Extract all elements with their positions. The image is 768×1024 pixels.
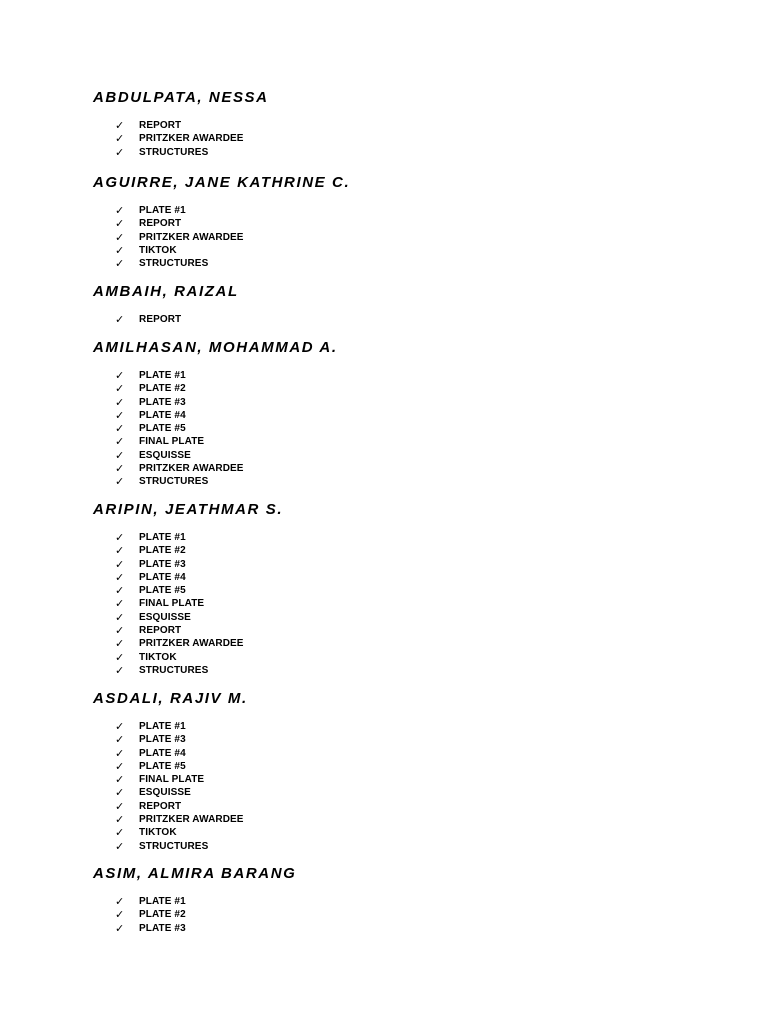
checkmark-icon: ✓ [115,921,125,935]
requirement-label: PLATE #5 [139,585,186,597]
requirement-label: PLATE #3 [139,558,186,570]
checkmark-icon: ✓ [115,531,125,544]
checkmark-icon: ✓ [115,895,125,908]
checkmark-icon: ✓ [115,395,125,409]
requirement-label: PLATE #4 [139,747,186,759]
requirement-label: REPORT [139,314,182,325]
requirement-label: PLATE #2 [139,909,186,921]
checkmark-icon: ✓ [115,313,125,326]
student-name: AMILHASAN, MOHAMMAD A. [93,339,338,356]
checkmark-icon: ✓ [115,475,125,489]
requirement-label: STRUCTURES [139,664,209,676]
checkmark-icon: ✓ [115,624,125,638]
student-section [93,89,269,159]
requirement-label: REPORT [139,218,182,230]
requirement-label: FINAL PLATE [139,436,205,448]
checkmark-icon: ✓ [115,408,125,422]
requirement-label: FINAL PLATE [139,598,205,610]
checkmark-icon: ✓ [115,557,125,571]
checkmark-icon: ✓ [115,422,125,436]
requirement-label: REPORT [139,800,182,812]
checkmark-icon: ✓ [115,746,125,760]
student-section [93,690,248,853]
student-name: ABDULPATA, NESSA [93,89,269,106]
requirement-label: PLATE #1 [139,370,186,381]
requirement-label: PRITZKER AWARDEE [139,814,244,826]
requirement-label: PLATE #2 [139,383,186,395]
checkmark-icon: ✓ [115,813,125,827]
student-section [93,339,338,489]
checkmark-icon: ✓ [115,230,125,244]
requirement-label: ESQUISSE [139,449,191,461]
requirement-label: TIKTOK [139,651,177,663]
requirement-label: TIKTOK [139,244,177,256]
requirement-label: PRITZKER AWARDEE [139,638,244,650]
student-section [93,283,239,326]
requirement-label: PLATE #1 [139,721,186,732]
checkmark-icon: ✓ [115,544,125,558]
requirement-label: STRUCTURES [139,258,209,270]
student-name: ARIPIN, JEATHMAR S. [93,501,284,518]
checkmark-icon: ✓ [115,773,125,787]
student-name: AGUIRRE, JANE KATHRINE C. [93,174,351,191]
requirement-label: PRITZKER AWARDEE [139,463,244,475]
student-name: ASIM, ALMIRA BARANG [93,865,297,882]
requirement-label: PLATE #3 [139,922,186,934]
requirement-label: REPORT [139,120,182,131]
requirement-label: PLATE #1 [139,532,186,543]
checkmark-icon: ✓ [115,759,125,773]
requirement-label: PLATE #2 [139,545,186,557]
checkmark-icon: ✓ [115,720,125,733]
checkmark-icon: ✓ [115,448,125,462]
checkmark-icon: ✓ [115,826,125,840]
checkmark-icon: ✓ [115,119,125,132]
student-section [93,174,351,271]
checkmark-icon: ✓ [115,786,125,800]
checkmark-icon: ✓ [115,462,125,476]
requirement-label: PRITZKER AWARDEE [139,231,244,243]
requirement-label: PLATE #1 [139,896,186,907]
checkmark-icon: ✓ [115,584,125,598]
student-section [93,501,284,677]
checkmark-icon: ✓ [115,733,125,747]
checkmark-icon: ✓ [115,145,125,159]
checkmark-icon: ✓ [115,257,125,271]
checkmark-icon: ✓ [115,839,125,853]
requirement-label: STRUCTURES [139,840,209,852]
checkmark-icon: ✓ [115,435,125,449]
requirement-label: PLATE #4 [139,571,186,583]
requirement-label: PLATE #1 [139,205,186,216]
student-name: AMBAIH, RAIZAL [93,283,239,300]
requirement-label: ESQUISSE [139,611,191,623]
checkmark-icon: ✓ [115,799,125,813]
checkmark-icon: ✓ [115,570,125,584]
checkmark-icon: ✓ [115,908,125,922]
requirement-label: ESQUISSE [139,787,191,799]
checkmark-icon: ✓ [115,132,125,146]
checkmark-icon: ✓ [115,369,125,382]
checkmark-icon: ✓ [115,637,125,651]
requirement-label: PLATE #5 [139,760,186,772]
checkmark-icon: ✓ [115,217,125,231]
checkmark-icon: ✓ [115,610,125,624]
checkmark-icon: ✓ [115,382,125,396]
checkmark-icon: ✓ [115,663,125,677]
checkmark-icon: ✓ [115,243,125,257]
requirement-label: PLATE #4 [139,409,186,421]
requirement-label: FINAL PLATE [139,774,205,786]
requirement-label: TIKTOK [139,827,177,839]
requirement-label: PLATE #3 [139,396,186,408]
requirement-label: PRITZKER AWARDEE [139,133,244,145]
requirement-label: STRUCTURES [139,146,209,158]
requirement-label: REPORT [139,625,182,637]
requirement-label: PLATE #5 [139,423,186,435]
requirement-label: STRUCTURES [139,476,209,488]
student-section [93,865,297,935]
checkmark-icon: ✓ [115,597,125,611]
checkmark-icon: ✓ [115,650,125,664]
checkmark-icon: ✓ [115,204,125,217]
requirement-label: PLATE #3 [139,734,186,746]
student-name: ASDALI, RAJIV M. [93,690,248,707]
